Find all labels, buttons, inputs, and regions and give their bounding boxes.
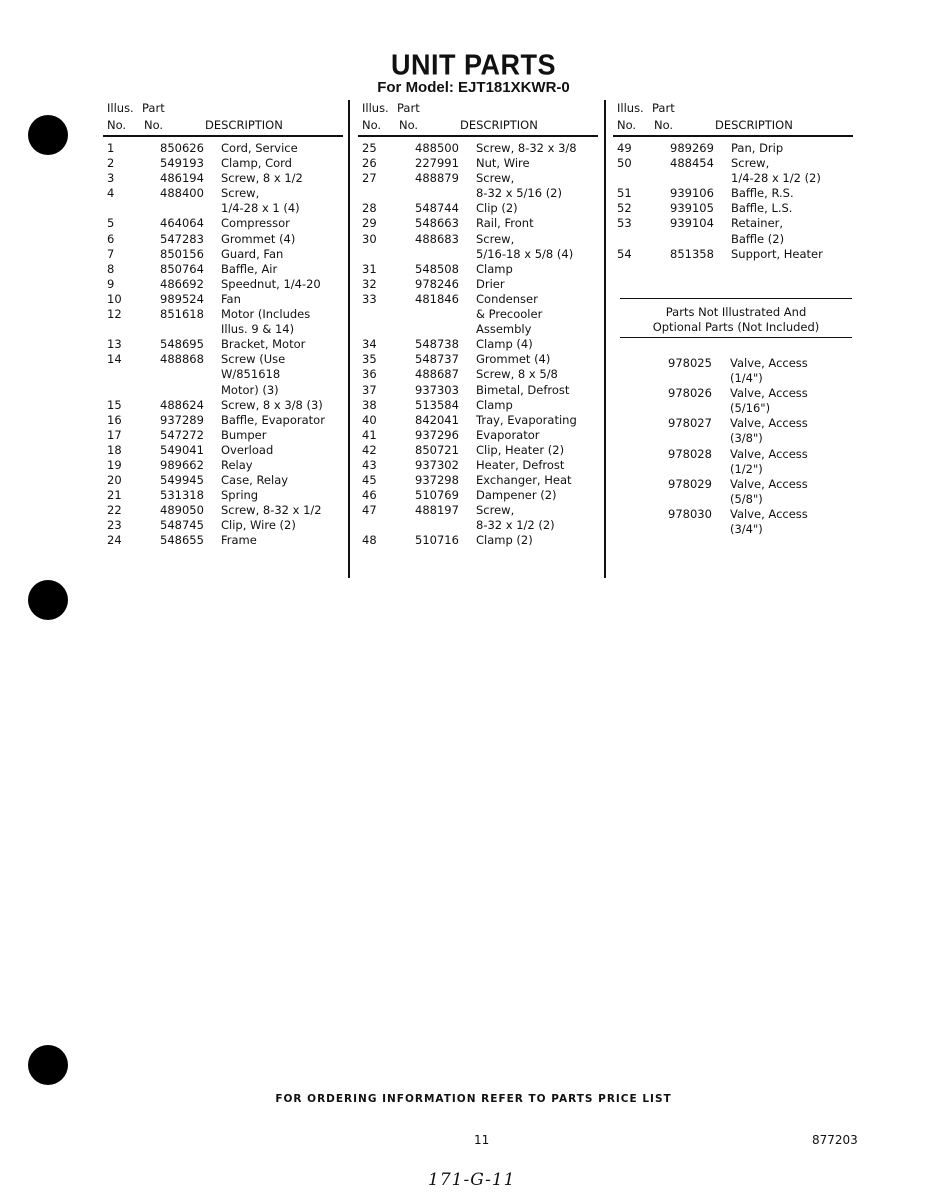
description-line: 5/16-18 x 5/8 (4) bbox=[476, 246, 574, 261]
description-line: (3/8") bbox=[730, 431, 763, 446]
illus-number: 31 bbox=[362, 261, 377, 276]
illus-number: 26 bbox=[362, 156, 377, 171]
description-line: Screw, bbox=[221, 186, 260, 201]
description-line: & Precooler bbox=[476, 307, 543, 322]
illus-number: 23 bbox=[107, 518, 122, 533]
part-description bbox=[476, 262, 513, 277]
page-number: 11 bbox=[474, 1133, 490, 1147]
header-rule bbox=[358, 135, 598, 137]
description-line: Grommet (4) bbox=[476, 352, 551, 367]
part-description bbox=[476, 141, 577, 156]
part-description bbox=[476, 443, 564, 458]
part-description bbox=[730, 416, 808, 446]
part-number: 488683 bbox=[415, 231, 459, 246]
part-description bbox=[731, 216, 784, 246]
description-line: Heater, Defrost bbox=[476, 457, 565, 472]
illus-number: 15 bbox=[107, 397, 122, 412]
part-number: 989269 bbox=[670, 141, 714, 155]
part-number: 937296 bbox=[415, 427, 459, 442]
header-part: Part bbox=[142, 101, 165, 115]
part-number: 850764 bbox=[160, 261, 204, 276]
part-description bbox=[731, 247, 823, 262]
part-number: 850156 bbox=[160, 246, 204, 261]
part-description bbox=[476, 533, 533, 548]
part-number: 548508 bbox=[415, 261, 459, 276]
part-description bbox=[221, 337, 305, 352]
description-line: 1/4-28 x 1 (4) bbox=[221, 201, 300, 216]
part-number: 547272 bbox=[160, 427, 204, 442]
illus-number: 5 bbox=[107, 216, 115, 231]
description-line: Evaporator bbox=[476, 427, 540, 442]
part-number: 989524 bbox=[160, 291, 204, 306]
part-description bbox=[221, 533, 257, 548]
description-line: Drier bbox=[476, 276, 505, 291]
part-number: 548744 bbox=[415, 201, 459, 216]
description-line: Relay bbox=[221, 457, 253, 472]
illus-number: 13 bbox=[107, 337, 122, 352]
part-number: 978246 bbox=[415, 276, 459, 291]
part-description bbox=[476, 413, 577, 428]
description-line: Clamp (2) bbox=[476, 533, 533, 548]
part-number: 939105 bbox=[670, 201, 714, 216]
description-line: Condenser bbox=[476, 291, 538, 306]
part-number: 488624 bbox=[160, 397, 204, 412]
part-number: 978027 bbox=[668, 416, 712, 431]
part-description bbox=[221, 307, 310, 337]
header-illus: Illus. bbox=[617, 101, 644, 115]
description-line: (5/16") bbox=[730, 401, 771, 416]
part-description bbox=[221, 488, 258, 503]
description-line: Clip, Wire (2) bbox=[221, 518, 296, 533]
description-line: Valve, Access bbox=[730, 386, 808, 401]
description-line: Bracket, Motor bbox=[221, 337, 306, 352]
part-number: 548663 bbox=[415, 216, 459, 231]
part-number: 549041 bbox=[160, 442, 204, 457]
part-description bbox=[221, 156, 292, 171]
illus-number: 8 bbox=[107, 261, 115, 276]
part-number: 510716 bbox=[415, 533, 459, 548]
header-description: DESCRIPTION bbox=[715, 118, 793, 132]
part-number: 548655 bbox=[160, 533, 204, 548]
illus-number: 19 bbox=[107, 457, 122, 472]
illus-number: 52 bbox=[617, 201, 632, 216]
part-number: 488868 bbox=[160, 352, 204, 367]
illus-number: 47 bbox=[362, 503, 377, 518]
illus-number: 22 bbox=[107, 503, 122, 518]
description-line: Speednut, 1/4-20 bbox=[221, 276, 321, 291]
description-line: Screw, bbox=[476, 231, 515, 246]
part-description bbox=[476, 171, 562, 201]
part-description bbox=[221, 262, 277, 277]
header-no: No. bbox=[144, 118, 164, 132]
part-description bbox=[730, 386, 808, 416]
document-number: 877203 bbox=[812, 1133, 858, 1147]
part-number: 937303 bbox=[415, 382, 459, 397]
illus-number: 36 bbox=[362, 367, 377, 382]
part-description bbox=[730, 507, 808, 537]
description-line: Cord, Service bbox=[221, 141, 298, 155]
part-description bbox=[731, 156, 821, 186]
description-line: Assembly bbox=[476, 322, 532, 337]
illus-number: 28 bbox=[362, 201, 377, 216]
part-description bbox=[730, 356, 808, 386]
part-description bbox=[221, 232, 295, 247]
illus-number: 42 bbox=[362, 442, 377, 457]
description-line: Valve, Access bbox=[730, 446, 808, 461]
part-number: 510769 bbox=[415, 488, 459, 503]
part-description bbox=[476, 458, 564, 473]
part-number: 939104 bbox=[670, 216, 714, 231]
header-part: Part bbox=[652, 101, 675, 115]
part-number: 549945 bbox=[160, 473, 204, 488]
part-description bbox=[221, 141, 298, 156]
part-description bbox=[476, 337, 533, 352]
part-description bbox=[731, 141, 783, 156]
header-rule bbox=[103, 135, 343, 137]
header-no: No. bbox=[399, 118, 419, 132]
description-line: Compressor bbox=[221, 216, 290, 231]
illus-number: 29 bbox=[362, 216, 377, 231]
part-description bbox=[476, 156, 530, 171]
illus-number: 49 bbox=[617, 141, 632, 155]
description-line: Motor (Includes bbox=[221, 307, 311, 322]
part-number: 850626 bbox=[160, 141, 204, 155]
description-line: Valve, Access bbox=[730, 416, 808, 431]
description-line: Fan bbox=[221, 291, 241, 306]
part-number: 978029 bbox=[668, 476, 712, 491]
description-line: Case, Relay bbox=[221, 473, 289, 488]
part-description bbox=[221, 413, 325, 428]
header-illus: Illus. bbox=[107, 101, 134, 115]
description-line: Baffle, L.S. bbox=[731, 201, 793, 216]
part-number: 851358 bbox=[670, 246, 714, 261]
description-line: Frame bbox=[221, 533, 257, 548]
part-description bbox=[221, 503, 322, 518]
part-number: 978028 bbox=[668, 446, 712, 461]
illus-number: 17 bbox=[107, 427, 122, 442]
part-description bbox=[730, 477, 808, 507]
part-description bbox=[221, 428, 266, 443]
header-part: Part bbox=[397, 101, 420, 115]
illus-number: 43 bbox=[362, 457, 377, 472]
illus-number: 20 bbox=[107, 473, 122, 488]
illus-number: 54 bbox=[617, 246, 632, 261]
part-description bbox=[221, 186, 300, 216]
illus-number: 50 bbox=[617, 156, 632, 171]
description-line: Exchanger, Heat bbox=[476, 473, 572, 488]
part-description bbox=[476, 216, 534, 231]
part-number: 547283 bbox=[160, 231, 204, 246]
column-divider bbox=[604, 100, 606, 578]
description-line: Valve, Access bbox=[730, 506, 808, 521]
header-illus: Illus. bbox=[362, 101, 389, 115]
part-number: 486692 bbox=[160, 276, 204, 291]
optional-heading-line1: Parts Not Illustrated And bbox=[665, 305, 807, 319]
illus-number: 46 bbox=[362, 488, 377, 503]
description-line: Baffle, Air bbox=[221, 261, 278, 276]
part-number: 548745 bbox=[160, 518, 204, 533]
optional-heading-line2: Optional Parts (Not Included) bbox=[652, 320, 820, 334]
part-number: 549193 bbox=[160, 156, 204, 171]
part-description bbox=[221, 171, 303, 186]
illus-number: 9 bbox=[107, 276, 115, 291]
description-line: Valve, Access bbox=[730, 356, 808, 370]
part-number: 513584 bbox=[415, 397, 459, 412]
illus-number: 32 bbox=[362, 276, 377, 291]
part-description bbox=[476, 473, 572, 488]
part-number: 489050 bbox=[160, 503, 204, 518]
description-line: Spring bbox=[221, 488, 259, 503]
part-description bbox=[476, 277, 505, 292]
illus-number: 51 bbox=[617, 186, 632, 201]
description-line: Illus. 9 & 14) bbox=[221, 322, 295, 337]
description-line: 8-32 x 1/2 (2) bbox=[476, 518, 555, 533]
description-line: Screw, bbox=[476, 503, 515, 518]
description-line: Baffle (2) bbox=[731, 231, 785, 246]
part-number: 939106 bbox=[670, 186, 714, 201]
page-title: UNIT PARTS bbox=[391, 49, 556, 81]
description-line: Clamp (4) bbox=[476, 337, 533, 352]
description-line: Screw, 8 x 1/2 bbox=[221, 171, 303, 186]
illus-number: 35 bbox=[362, 352, 377, 367]
header-no: No. bbox=[362, 118, 382, 132]
part-number: 978025 bbox=[668, 356, 712, 370]
header-description: DESCRIPTION bbox=[460, 118, 538, 132]
part-description bbox=[221, 216, 290, 231]
illus-number: 33 bbox=[362, 291, 377, 306]
description-line: Screw, bbox=[731, 156, 770, 171]
part-number: 486194 bbox=[160, 171, 204, 186]
part-description bbox=[221, 458, 253, 473]
description-line: 8-32 x 5/16 (2) bbox=[476, 186, 562, 201]
part-number: 488687 bbox=[415, 367, 459, 382]
description-line: Bimetal, Defrost bbox=[476, 382, 570, 397]
part-number: 989662 bbox=[160, 457, 204, 472]
illus-number: 30 bbox=[362, 231, 377, 246]
illus-number: 45 bbox=[362, 473, 377, 488]
description-line: Baffle, R.S. bbox=[731, 186, 794, 201]
part-number: 548695 bbox=[160, 337, 204, 352]
illus-number: 40 bbox=[362, 412, 377, 427]
illus-number: 41 bbox=[362, 427, 377, 442]
illus-number: 4 bbox=[107, 186, 115, 201]
description-line: Pan, Drip bbox=[731, 141, 784, 155]
illus-number: 21 bbox=[107, 488, 122, 503]
part-description bbox=[221, 292, 241, 307]
description-line: (5/8") bbox=[730, 491, 763, 506]
description-line: Valve, Access bbox=[730, 476, 808, 491]
description-line: Support, Heater bbox=[731, 246, 823, 261]
illus-number: 48 bbox=[362, 533, 377, 548]
part-number: 978030 bbox=[668, 506, 712, 521]
part-number: 488400 bbox=[160, 186, 204, 201]
description-line: Motor) (3) bbox=[221, 382, 279, 397]
illus-number: 12 bbox=[107, 307, 122, 322]
part-number: 548737 bbox=[415, 352, 459, 367]
part-description bbox=[221, 277, 321, 292]
illus-number: 6 bbox=[107, 231, 115, 246]
description-line: Retainer, bbox=[731, 216, 784, 231]
part-description bbox=[476, 488, 557, 503]
illus-number: 3 bbox=[107, 171, 115, 186]
header-no: No. bbox=[107, 118, 127, 132]
divider bbox=[620, 298, 852, 299]
part-number: 488197 bbox=[415, 503, 459, 518]
part-description bbox=[731, 201, 792, 216]
illus-number: 38 bbox=[362, 397, 377, 412]
part-description bbox=[476, 232, 573, 262]
part-number: 548738 bbox=[415, 337, 459, 352]
description-line: W/851618 bbox=[221, 367, 281, 382]
description-line: Screw, 8 x 3/8 (3) bbox=[221, 397, 323, 412]
part-number: 978026 bbox=[668, 386, 712, 401]
handwritten-note: 171-G-11 bbox=[428, 1170, 516, 1190]
description-line: Rail, Front bbox=[476, 216, 534, 231]
part-description bbox=[476, 383, 569, 398]
description-line: Clamp, Cord bbox=[221, 156, 292, 171]
part-description bbox=[221, 247, 283, 262]
punch-hole bbox=[28, 580, 68, 620]
illus-number: 27 bbox=[362, 171, 377, 186]
description-line: (1/2") bbox=[730, 461, 763, 476]
illus-number: 37 bbox=[362, 382, 377, 397]
illus-number: 24 bbox=[107, 533, 122, 548]
description-line: Bumper bbox=[221, 427, 267, 442]
part-description bbox=[731, 186, 794, 201]
illus-number: 14 bbox=[107, 352, 122, 367]
part-number: 488454 bbox=[670, 156, 714, 171]
description-line: Clip, Heater (2) bbox=[476, 442, 565, 457]
description-line: Nut, Wire bbox=[476, 156, 530, 171]
description-line: Screw, 8-32 x 1/2 bbox=[221, 503, 322, 518]
part-number: 842041 bbox=[415, 412, 459, 427]
description-line: Clamp bbox=[476, 261, 513, 276]
illus-number: 10 bbox=[107, 291, 122, 306]
description-line: Baffle, Evaporator bbox=[221, 412, 325, 427]
part-description bbox=[476, 398, 513, 413]
illus-number: 2 bbox=[107, 156, 115, 171]
part-number: 937298 bbox=[415, 473, 459, 488]
part-description bbox=[221, 352, 285, 397]
description-line: Guard, Fan bbox=[221, 246, 284, 261]
divider bbox=[620, 337, 852, 338]
model-subtitle: For Model: EJT181XKWR-0 bbox=[377, 79, 570, 96]
illus-number: 1 bbox=[107, 141, 115, 155]
column-divider bbox=[348, 100, 350, 578]
description-line: Dampener (2) bbox=[476, 488, 557, 503]
part-description bbox=[221, 398, 323, 413]
part-number: 937289 bbox=[160, 412, 204, 427]
description-line: Overload bbox=[221, 442, 274, 457]
part-number: 488500 bbox=[415, 141, 459, 155]
illus-number: 53 bbox=[617, 216, 632, 231]
part-description bbox=[221, 473, 288, 488]
part-description bbox=[476, 352, 550, 367]
punch-hole bbox=[28, 1045, 68, 1085]
description-line: (3/4") bbox=[730, 522, 763, 537]
illus-number: 34 bbox=[362, 337, 377, 352]
part-description bbox=[730, 447, 808, 477]
part-number: 850721 bbox=[415, 442, 459, 457]
part-description bbox=[476, 503, 555, 533]
part-description bbox=[476, 201, 518, 216]
part-number: 464064 bbox=[160, 216, 204, 231]
description-line: Clamp bbox=[476, 397, 513, 412]
illus-number: 16 bbox=[107, 412, 122, 427]
description-line: Clip (2) bbox=[476, 201, 518, 216]
part-description bbox=[221, 443, 273, 458]
part-description bbox=[221, 518, 296, 533]
description-line: Screw, bbox=[476, 171, 515, 186]
part-number: 481846 bbox=[415, 291, 459, 306]
illus-number: 25 bbox=[362, 141, 377, 155]
header-no: No. bbox=[617, 118, 637, 132]
ordering-note: FOR ORDERING INFORMATION REFER TO PARTS PRICE LIST bbox=[275, 1093, 672, 1105]
description-line: Screw, 8-32 x 3/8 bbox=[476, 141, 577, 155]
description-line: Grommet (4) bbox=[221, 231, 296, 246]
part-description bbox=[476, 292, 542, 337]
description-line: (1/4") bbox=[730, 371, 763, 386]
illus-number: 7 bbox=[107, 246, 115, 261]
description-line: 1/4-28 x 1/2 (2) bbox=[731, 171, 821, 186]
punch-hole bbox=[28, 115, 68, 155]
description-line: Screw, 8 x 5/8 bbox=[476, 367, 558, 382]
header-no: No. bbox=[654, 118, 674, 132]
header-description: DESCRIPTION bbox=[205, 118, 283, 132]
description-line: Screw (Use bbox=[221, 352, 286, 367]
part-number: 488879 bbox=[415, 171, 459, 186]
part-description bbox=[476, 367, 558, 382]
part-description bbox=[476, 428, 540, 443]
header-rule bbox=[613, 135, 853, 137]
part-number: 851618 bbox=[160, 307, 204, 322]
illus-number: 18 bbox=[107, 442, 122, 457]
part-number: 227991 bbox=[415, 156, 459, 171]
part-number: 937302 bbox=[415, 457, 459, 472]
part-number: 531318 bbox=[160, 488, 204, 503]
description-line: Tray, Evaporating bbox=[476, 412, 577, 427]
